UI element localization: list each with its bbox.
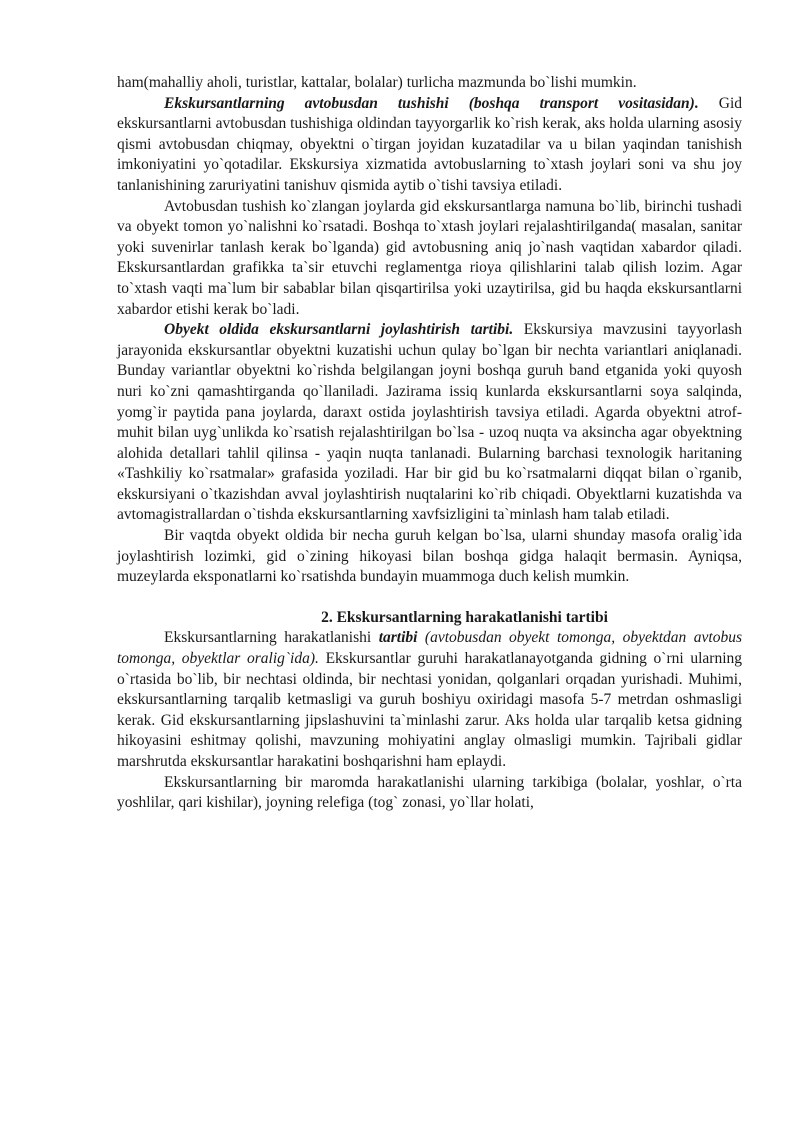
document-page [117, 73, 742, 814]
paragraph-placement-order-lead: Obyekt oldida ekskursantlarni joylashtirish tartibi. [164, 321, 514, 339]
paragraph-placement-order-text: Ekskursiya mavzusini tayyorlash jarayonida ekskursantlar obyektni kuzatishi uchun qulay bo`lgan bir nechta variantlari aniqlanadi. Bunday variantlar obyektni ko`rishda belgilangan joyni boshqa guruh band etganida yoki quyosh nuri ko`zni qamashtirganda qo`llaniladi. Jazirama issiq kunlarda ekskursantlarni soya salqinda, yomg`ir paytida pana joylarda, daraxt ostida joylashtirish tavsiya etiladi. Agarda obyektni atrof-muhit bilan uyg`unlikda ko`rsatish rejalashtirilgan bo`lsa - uzoq nuqta va aksincha agar obyektning alohida detallari tahlil qilinsa - yaqin nuqta tanlanadi. Bularning barchasi texnologik haritaning «Tashkiliy ko`rsatmalar» grafasida yoziladi. Har bir gid bu ko`rsatmalarni diqqat bilan o`rganib, ekskursiyani o`tkazishdan avval joylashtirish nuqtalarini ko`rib chiqadi. Obyektlarni kuzatishda va avtomagistrallardan o`tishda ekskursantlarning xavfsizligini ta`minlash ham talab etiladi. [117, 321, 743, 524]
paragraph-bus-stops: Avtobusdan tushish ko`zlangan joylarda gid ekskursantlarga namuna bo`lib, birinchi tushadi va obyekt tomon yo`nalishni ko`rsatadi. Boshqa to`xtash joylari rejalashtirilganda( masalan, sanitar yoki suvenirlar tanlash kerak bo`lganda) gid avtobusning aniq jo`nash vaqtidan xabardor qiladi. Ekskursantlardan grafikka ta`sir etuvchi reglamentga rioya qilishlarini talab qilish lozim. Agar to`xtash vaqti ma`lum bir sabablar bilan qisqartirilsa yoki uzaytirilsa, gid bu haqda ekskursantlarni xabardor etishi kerak bo`ladi. [117, 197, 742, 318]
paragraph-intro-continuation: ham(mahalliy aholi, turistlar, kattalar, bolalar) turlicha mazmunda bo`lishi mumkin. [117, 74, 637, 91]
paragraph-bus-exit-lead: Ekskursantlarning avtobusdan tushishi (boshqa transport vositasidan). [164, 94, 699, 112]
paragraph-placement-order [117, 320, 742, 526]
paragraph-movement-order [117, 628, 742, 772]
paragraph-multiple-groups: Bir vaqtda obyekt oldida bir necha guruh kelgan bo`lsa, ularni shunday masofa oralig`ida joylashtirish lozimki, gid o`zining hikoyasi bilan boshqa gidga halaqit bermasin. Ayniqsa, muzeylarda eksponatlarni ko`rsatishda bundayin muammoga duch kelish mumkin. [117, 527, 742, 586]
paragraph-movement-order-keyword: tartibi [378, 629, 418, 647]
paragraph-bus-exit-text: Gid ekskursantlarni avtobusdan tushishiga oldindan tayyorgarlik ko`rish kerak, aks holda ularning asosiy qismi avtobusdan chiqmay, obyektni o`tirgan joyidan kuzatadilar va u bilan yaqindan tanishish imkoniyatini yo`qotadilar. Ekskursiya xizmatida avtobuslarning to`xtash joylari soni va shu joy tanlanishining zaruriyatini tanishuv qismida aytib o`tishi tavsiya etiladi. [117, 94, 742, 194]
paragraph-movement-order-italic: (avtobusdan obyekt tomonga, obyektdan avtobus tomonga, obyektlar oralig`ida). [117, 629, 742, 668]
section-heading: 2. Ekskursantlarning harakatlanishi tartibi [321, 608, 608, 626]
paragraph-movement-pace: Ekskursantlarning bir maromda harakatlanishi ularning tarkibiga (bolalar, yoshlar, o`rta yoshlilar, qari kishilar), joyning relefiga (tog` zonasi, yo`llar holati, [117, 773, 742, 812]
paragraph-movement-order-before: Ekskursantlarning harakatlanishi [164, 629, 379, 647]
paragraph-movement-order-after: Ekskursantlar guruhi harakatlanayotganda gidning o`rni ularning o`rtasida bo`lib, bir nechtasi oldinda, bir nechtasi yonidan, qolganlari orqadan yurishadi. Muhimi, ekskursantlarning tarqalib ketmasligi va guruh boshiyu oxiridagi masofa 5-7 metrdan oshmasligi kerak. Gid ekskursantlarning jipslashuvini ta`minlashi zarur. Aks holda ular tarqalib ketsa gidning hikoyasini eshitmay qolishi, mavzuning mohiyatini anglay olmasligi mumkin. Tajribali gidlar marshrutda ekskursantlar harakatini boshqarishni ham eplaydi. [117, 650, 742, 770]
paragraph-bus-exit [117, 94, 742, 197]
